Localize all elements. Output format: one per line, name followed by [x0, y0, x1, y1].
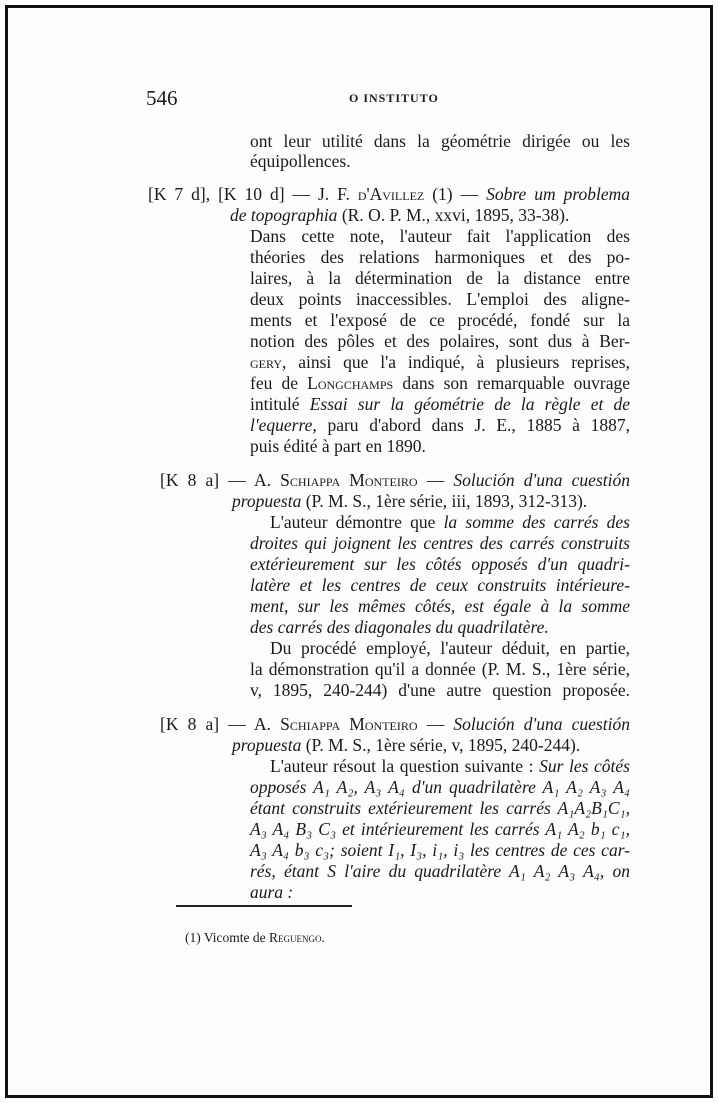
- entry3-body-7: aura :: [250, 882, 294, 902]
- footnote-name: Reguengo: [269, 930, 322, 945]
- entry1-heading-2: [230, 205, 569, 225]
- entry3-source: (P. M. S., 1ère série, v, 1895, 240-244).: [301, 735, 581, 755]
- entry3-body-1-it: Sur les côtés: [539, 756, 630, 776]
- entry2-dash: —: [417, 470, 454, 490]
- entry1-body-8-pre: feu de: [250, 373, 308, 393]
- entry1-title-cont: de topographia: [230, 205, 338, 225]
- entry1-author: d'Avillez: [357, 184, 425, 204]
- entry2-p2-3: v, 1895, 240-244) d'une autre question proposée.: [250, 680, 630, 700]
- entry1-body-8: [250, 373, 630, 393]
- entry1-body-10-rest: paru d'abord dans J. E., 1885 à 1887,: [316, 415, 630, 435]
- entry1-book-title: Essai sur la géométrie de la règle et de: [309, 394, 630, 414]
- entry1-ref: [K 7 d], [K 10 d] — J. F.: [148, 184, 358, 204]
- footnote-marker: (1) Vicomte de: [185, 930, 270, 945]
- entry2-p1-1-it: la somme des carrés des: [443, 512, 630, 532]
- entry2-p2-1: Du procédé employé, l'auteur déduit, en partie,: [270, 638, 630, 658]
- entry3-body-5: A₃ A₄ b₃ c₃; soient I₁, I₃, i₁, i₃ les centres de ces car-: [250, 840, 630, 860]
- entry1-longchamps: Longchamps: [307, 373, 394, 393]
- entry3-ref: [K 8 a] — A.: [160, 714, 281, 734]
- footnote-rule: [176, 905, 352, 907]
- entry1-body-11: puis édité à part en 1890.: [250, 436, 426, 456]
- entry1-body-2: théories des relations harmoniques et des po-: [250, 247, 630, 267]
- page-number: 546: [146, 86, 178, 110]
- intro-line-2: équipollences.: [250, 151, 351, 171]
- entry1-body-3: laires, à la détermination de la distance entre: [250, 268, 630, 288]
- entry1-book-title-cont: l'equerre,: [250, 415, 317, 435]
- entry3-body-1-pre: L'auteur résout la question suivante :: [270, 756, 540, 776]
- entry2-p1-1: [270, 512, 630, 532]
- entry1-body-6: notion des pôles et des polaires, sont dus à Ber-: [250, 331, 630, 351]
- entry3-author: Schiappa Monteiro: [280, 714, 418, 734]
- entry1-heading: [148, 184, 630, 204]
- running-title: O INSTITUTO: [349, 91, 439, 105]
- entry2-author: Schiappa Monteiro: [280, 470, 418, 490]
- entry3-title: Solución d'una cuestión: [453, 714, 630, 734]
- entry1-note: (1) —: [424, 184, 487, 204]
- entry1-body-4: deux points inaccessibles. L'emploi des aligne-: [250, 289, 630, 309]
- entry1-body-9: [250, 394, 630, 414]
- entry2-heading-2: [232, 491, 587, 511]
- footnote: [185, 930, 325, 946]
- entry3-body-1: [270, 756, 630, 776]
- entry2-p1-1-pre: L'auteur démontre que: [270, 512, 444, 532]
- entry1-body-8-rest: dans son remarquable ouvrage: [393, 373, 630, 393]
- entry2-title-cont: propuesta: [232, 491, 302, 511]
- footnote-end: .: [321, 930, 325, 945]
- entry1-body-9-pre: intitulé: [250, 394, 310, 414]
- intro-line-1: ont leur utilité dans la géométrie dirigée ou les: [250, 131, 630, 151]
- entry3-body-3: étant construits extérieurement les carrés A₁A₂B₁C₁,: [250, 798, 630, 818]
- entry1-body-5: ments et l'exposé de ce procédé, fondé sur la: [250, 310, 630, 330]
- entry3-body-4: A₃ A₄ B₃ C₃ et intérieurement les carrés A₁ A₂ b₁ c₁,: [250, 819, 630, 839]
- entry2-p2-2: la démonstration qu'il a donnée (P. M. S., 1ère série,: [250, 659, 630, 679]
- entry2-heading: [160, 470, 630, 490]
- entry3-body-2: opposés A₁ A₂, A₃ A₄ d'un quadrilatère A₁ A₂ A₃ A₄: [250, 777, 630, 797]
- entry2-p1-3: extérieurement sur les côtés opposés d'un quadri-: [250, 554, 630, 574]
- entry2-p1-6: des carrés des diagonales du quadrilatère.: [250, 617, 549, 637]
- entry3-heading-2: [232, 735, 580, 755]
- entry1-bergery: gery: [250, 352, 283, 372]
- entry3-body-6: rés, étant S l'aire du quadrilatère A₁ A₂ A₃ A₄, on: [250, 861, 630, 881]
- entry2-title: Solución d'una cuestión: [453, 470, 630, 490]
- entry2-p1-4: latère et les centres de ceux construits intérieure-: [250, 575, 630, 595]
- entry1-body-7: [250, 352, 630, 372]
- entry1-body-1: Dans cette note, l'auteur fait l'application des: [250, 226, 630, 246]
- entry1-source: (R. O. P. M., xxvi, 1895, 33-38).: [337, 205, 570, 225]
- entry1-title: Sobre um problema: [486, 184, 631, 204]
- entry2-ref: [K 8 a] — A.: [160, 470, 281, 490]
- entry3-title-cont: propuesta: [232, 735, 302, 755]
- entry2-p1-2: droites qui joignent les centres des carrés construits: [250, 533, 630, 553]
- entry3-dash: —: [417, 714, 454, 734]
- entry1-body-10: [250, 415, 630, 435]
- entry1-body-7-text: , ainsi que l'a indiqué, à plusieurs reprises,: [282, 352, 630, 372]
- entry2-p1-5: ment, sur les mêmes côtés, est égale à la somme: [250, 596, 630, 616]
- entry2-source: (P. M. S., 1ère série, iii, 1893, 312-313).: [301, 491, 588, 511]
- entry3-heading: [160, 714, 630, 734]
